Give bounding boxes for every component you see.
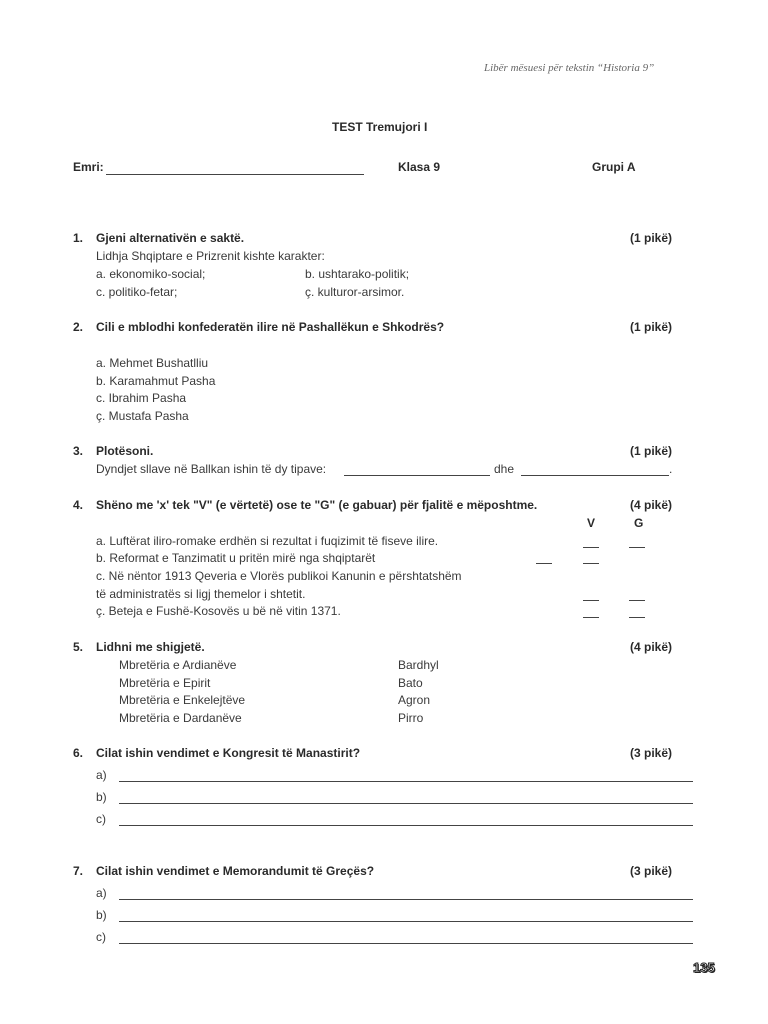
q3-number: 3. <box>73 444 84 458</box>
q2-option-a[interactable]: a. Mehmet Bushatlliu <box>96 356 209 370</box>
q5-left-item[interactable]: Mbretëria e Enkelejtëve <box>119 693 246 707</box>
q2-option-cedilla[interactable]: ç. Mustafa Pasha <box>96 409 189 423</box>
q2-option-b[interactable]: b. Karamahmut Pasha <box>96 374 216 388</box>
q1-number: 1. <box>73 231 84 245</box>
q5-points: (4 pikë) <box>630 640 673 654</box>
q4-b-v-blank[interactable] <box>536 563 552 564</box>
q5-left-item[interactable]: Mbretëria e Ardianëve <box>119 658 237 672</box>
q6-answer-line-b[interactable] <box>119 803 693 804</box>
q5-right-item[interactable]: Bardhyl <box>398 658 439 672</box>
q2-option-c[interactable]: c. Ibrahim Pasha <box>96 391 187 405</box>
name-label: Emri: <box>73 160 104 174</box>
q1-prompt: Gjeni alternativën e saktë. <box>96 231 245 245</box>
q7-answer-line-c[interactable] <box>119 943 693 944</box>
q4-prompt: Shëno me 'x' tek "V" (e vërtetë) ose te "G" (e gabuar) për fjalitë e mëposhtme. <box>96 498 538 512</box>
q2-number: 2. <box>73 320 84 334</box>
q3-sentence-start: Dyndjet sllave në Ballkan ishin të dy tipave: <box>96 462 327 476</box>
q4-statement-a: a. Luftërat iliro-romake erdhën si rezultat i fuqizimit të fiseve ilire. <box>96 534 439 548</box>
q3-blank-2[interactable] <box>521 475 669 476</box>
q7-answer-line-b[interactable] <box>119 921 693 922</box>
q5-number: 5. <box>73 640 84 654</box>
page-number: 135 <box>693 960 715 975</box>
running-header: Libër mësuesi për tekstin “Historia 9” <box>484 62 655 74</box>
q5-left-item[interactable]: Mbretëria e Dardanëve <box>119 711 242 725</box>
q6-answer-line-a[interactable] <box>119 781 693 782</box>
q6-number: 6. <box>73 746 84 760</box>
q7-label-c: c) <box>96 930 106 944</box>
q6-label-c: c) <box>96 812 106 826</box>
q3-sentence-end: . <box>669 462 673 476</box>
q1-points: (1 pikë) <box>630 231 673 245</box>
q3-sentence-mid: dhe <box>494 462 515 476</box>
q4-number: 4. <box>73 498 84 512</box>
q5-prompt: Lidhni me shigjetë. <box>96 640 205 654</box>
q2-points: (1 pikë) <box>630 320 673 334</box>
q4-b-g-blank[interactable] <box>583 563 599 564</box>
q2-prompt: Cili e mblodhi konfederatën ilire në Pashallëkun e Shkodrës? <box>96 320 445 334</box>
q7-answer-line-a[interactable] <box>119 899 693 900</box>
q1-option-c[interactable]: c. politiko-fetar; <box>96 285 178 299</box>
q7-label-a: a) <box>96 886 107 900</box>
q4-col-v: V <box>587 516 596 530</box>
q4-col-g: G <box>634 516 644 530</box>
q5-right-item[interactable]: Bato <box>398 676 423 690</box>
group-label: Grupi A <box>592 160 636 174</box>
q1-stem: Lidhja Shqiptare e Prizrenit kishte karakter: <box>96 249 325 263</box>
q1-option-cedilla[interactable]: ç. kulturor-arsimor. <box>305 285 405 299</box>
q4-c-v-blank[interactable] <box>583 600 599 601</box>
q4-statement-c: c. Në nëntor 1913 Qeveria e Vlorës publikoi Kanunin e përshtatshëm <box>96 569 462 583</box>
class-label: Klasa 9 <box>398 160 441 174</box>
q4-a-v-blank[interactable] <box>583 547 599 548</box>
q5-left-item[interactable]: Mbretëria e Epirit <box>119 676 211 690</box>
q7-prompt: Cilat ishin vendimet e Memorandumit të Greçës? <box>96 864 375 878</box>
q5-right-item[interactable]: Agron <box>398 693 431 707</box>
q6-label-b: b) <box>96 790 107 804</box>
q4-points: (4 pikë) <box>630 498 673 512</box>
q7-label-b: b) <box>96 908 107 922</box>
q4-cedilla-v-blank[interactable] <box>583 617 599 618</box>
q3-points: (1 pikë) <box>630 444 673 458</box>
q6-prompt: Cilat ishin vendimet e Kongresit të Manastirit? <box>96 746 361 760</box>
q1-option-a[interactable]: a. ekonomiko-social; <box>96 267 206 281</box>
q3-blank-1[interactable] <box>344 475 490 476</box>
q5-right-item[interactable]: Pirro <box>398 711 424 725</box>
q7-number: 7. <box>73 864 84 878</box>
q4-a-g-blank[interactable] <box>629 547 645 548</box>
q4-statement-cedilla: ç. Beteja e Fushë-Kosovës u bë në vitin 1371. <box>96 604 341 618</box>
q4-statement-c-cont: të administratës si ligj themelor i shtetit. <box>96 587 306 601</box>
q4-statement-b: b. Reformat e Tanzimatit u pritën mirë nga shqiptarët <box>96 551 376 565</box>
q1-option-b[interactable]: b. ushtarako-politik; <box>305 267 410 281</box>
q7-points: (3 pikë) <box>630 864 673 878</box>
q4-cedilla-g-blank[interactable] <box>629 617 645 618</box>
test-title: TEST Tremujori I <box>332 120 428 134</box>
q6-label-a: a) <box>96 768 107 782</box>
q3-prompt: Plotësoni. <box>96 444 154 458</box>
q4-c-g-blank[interactable] <box>629 600 645 601</box>
q6-answer-line-c[interactable] <box>119 825 693 826</box>
name-blank[interactable] <box>106 174 364 175</box>
q6-points: (3 pikë) <box>630 746 673 760</box>
